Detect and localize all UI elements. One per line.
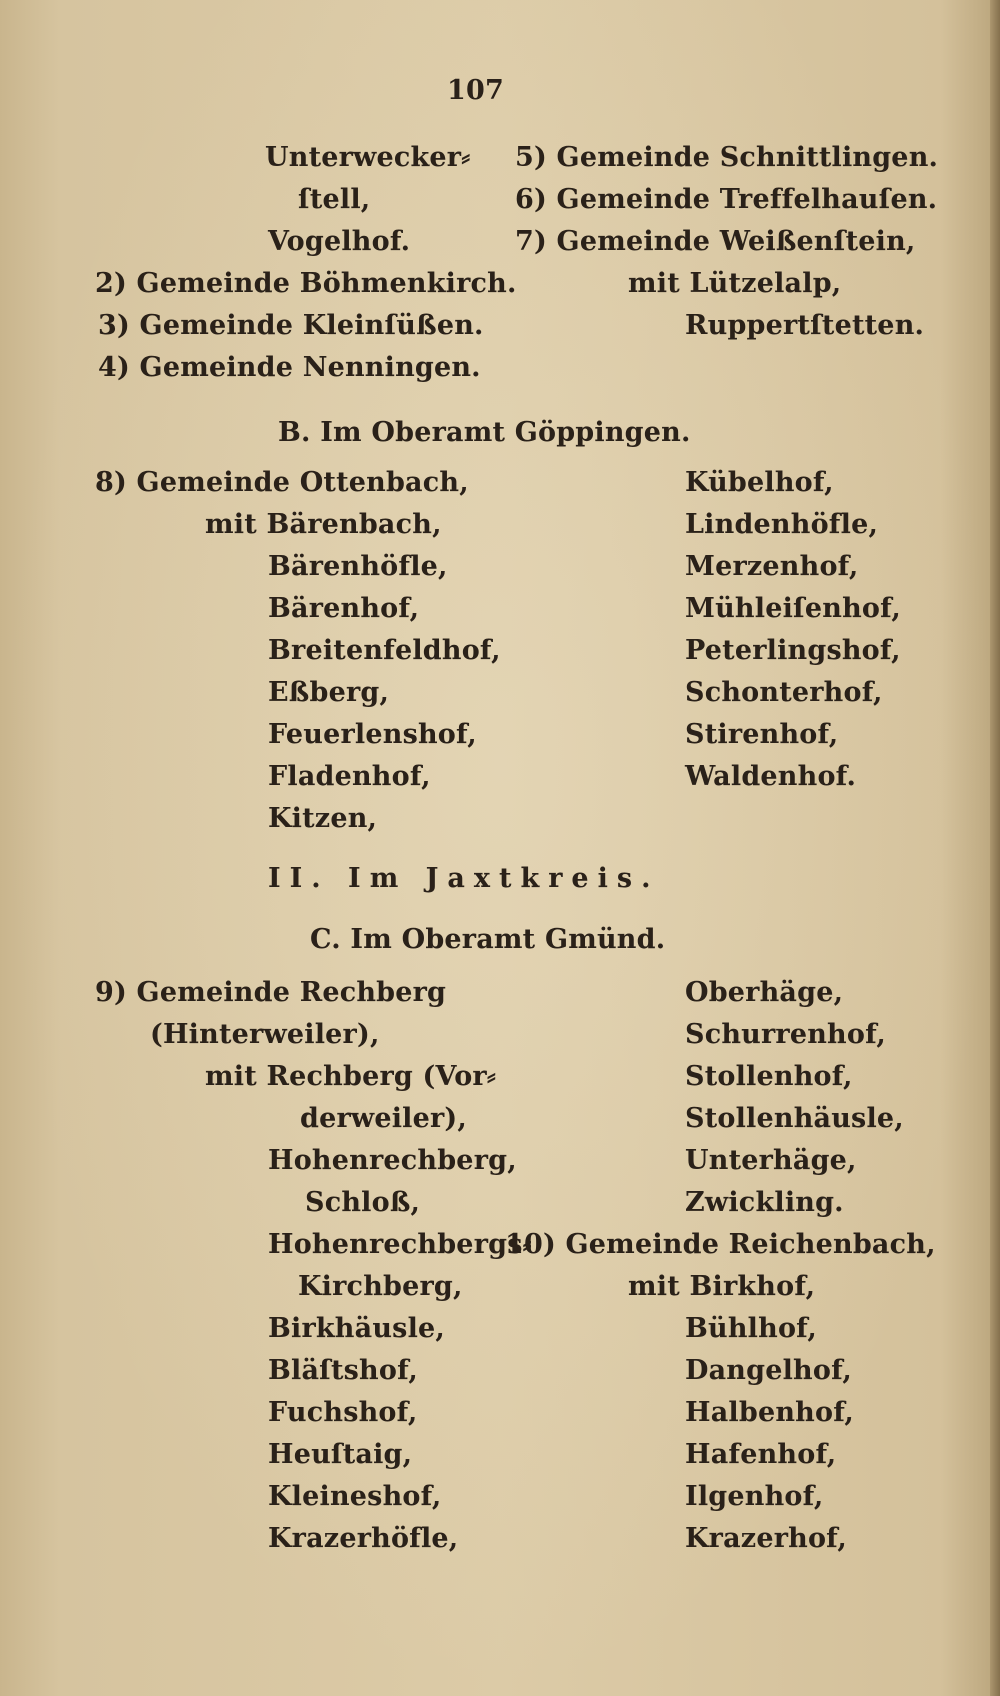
text-line: Eßberg, bbox=[268, 677, 390, 708]
text-line: Bärenhöfle, bbox=[268, 551, 448, 582]
text-line: 4) Gemeinde Nenningen. bbox=[98, 352, 481, 383]
text-line: Schloß, bbox=[305, 1187, 421, 1218]
text-line: Krazerhöfle, bbox=[268, 1523, 459, 1554]
text-line: 7) Gemeinde Weißenſtein, bbox=[515, 226, 916, 257]
text-line: Stirenhof, bbox=[685, 719, 839, 750]
text-line: 8) Gemeinde Ottenbach, bbox=[95, 467, 469, 498]
text-line: Halbenhof, bbox=[685, 1397, 855, 1428]
text-line: derweiler), bbox=[300, 1103, 467, 1134]
text-line: Peterlingshof, bbox=[685, 635, 901, 666]
text-line: Bläſtshof, bbox=[268, 1355, 418, 1386]
text-line: 2) Gemeinde Böhmenkirch. bbox=[95, 268, 517, 299]
text-line: Feuerlenshof, bbox=[268, 719, 477, 750]
text-line: Bärenhof, bbox=[268, 593, 420, 624]
text-line: Merzenhof, bbox=[685, 551, 859, 582]
page-edge-shadow bbox=[990, 0, 1000, 1696]
text-line: Kübelhof, bbox=[685, 467, 834, 498]
text-line: Krazerhof, bbox=[685, 1523, 847, 1554]
text-line: Kitzen, bbox=[268, 803, 378, 834]
text-line: 9) Gemeinde Rechberg bbox=[95, 977, 447, 1008]
text-line: 5) Gemeinde Schnittlingen. bbox=[515, 142, 939, 173]
text-line: (Hinterweiler), bbox=[150, 1019, 380, 1050]
text-line: Oberhäge, bbox=[685, 977, 844, 1008]
text-line: Ruppertſtetten. bbox=[685, 310, 925, 341]
text-line: Breitenfeldhof, bbox=[268, 635, 501, 666]
text-line: ſtell, bbox=[298, 184, 371, 215]
text-line: Vogelhof. bbox=[268, 226, 411, 257]
text-line: Stollenhof, bbox=[685, 1061, 853, 1092]
text-line: 6) Gemeinde Treffelhauſen. bbox=[515, 184, 938, 215]
text-line: Hafenhof, bbox=[685, 1439, 837, 1470]
section-heading: B. Im Oberamt Göppingen. bbox=[278, 417, 691, 448]
text-line: 3) Gemeinde Kleinſüßen. bbox=[98, 310, 484, 341]
page-number: 107 bbox=[447, 75, 504, 106]
text-line: Fuchshof, bbox=[268, 1397, 418, 1428]
text-line: Dangelhof, bbox=[685, 1355, 852, 1386]
text-line: Ilgenhof, bbox=[685, 1481, 824, 1512]
section-heading: II. Im Jaxtkreis. bbox=[268, 863, 660, 894]
text-line: Kirchberg, bbox=[298, 1271, 463, 1302]
text-line: Zwickling. bbox=[685, 1187, 844, 1218]
text-line: mit Lützelalp, bbox=[628, 268, 842, 299]
text-line: mit Bärenbach, bbox=[205, 509, 442, 540]
text-line: Schonterhof, bbox=[685, 677, 883, 708]
text-line: Unterwecker⸗ bbox=[265, 142, 471, 173]
text-line: Lindenhöfle, bbox=[685, 509, 879, 540]
text-line: Bühlhof, bbox=[685, 1313, 817, 1344]
text-line: Mühleiſenhof, bbox=[685, 593, 901, 624]
text-line: Kleineshof, bbox=[268, 1481, 442, 1512]
section-heading: C. Im Oberamt Gmünd. bbox=[310, 924, 666, 955]
text-line: mit Birkhof, bbox=[628, 1271, 816, 1302]
text-line: Birkhäusle, bbox=[268, 1313, 446, 1344]
text-line: Hohenrechberg, bbox=[268, 1145, 517, 1176]
text-line: Stollenhäusle, bbox=[685, 1103, 904, 1134]
text-line: Hohenrechbergs⸗ bbox=[268, 1229, 532, 1260]
text-line: Schurrenhof, bbox=[685, 1019, 886, 1050]
text-line: Waldenhof. bbox=[685, 761, 857, 792]
text-line: Fladenhof, bbox=[268, 761, 431, 792]
text-line: mit Rechberg (Vor⸗ bbox=[205, 1061, 497, 1092]
text-line: Heuſtaig, bbox=[268, 1439, 413, 1470]
text-line: 10) Gemeinde Reichenbach, bbox=[505, 1229, 936, 1260]
text-line: Unterhäge, bbox=[685, 1145, 857, 1176]
